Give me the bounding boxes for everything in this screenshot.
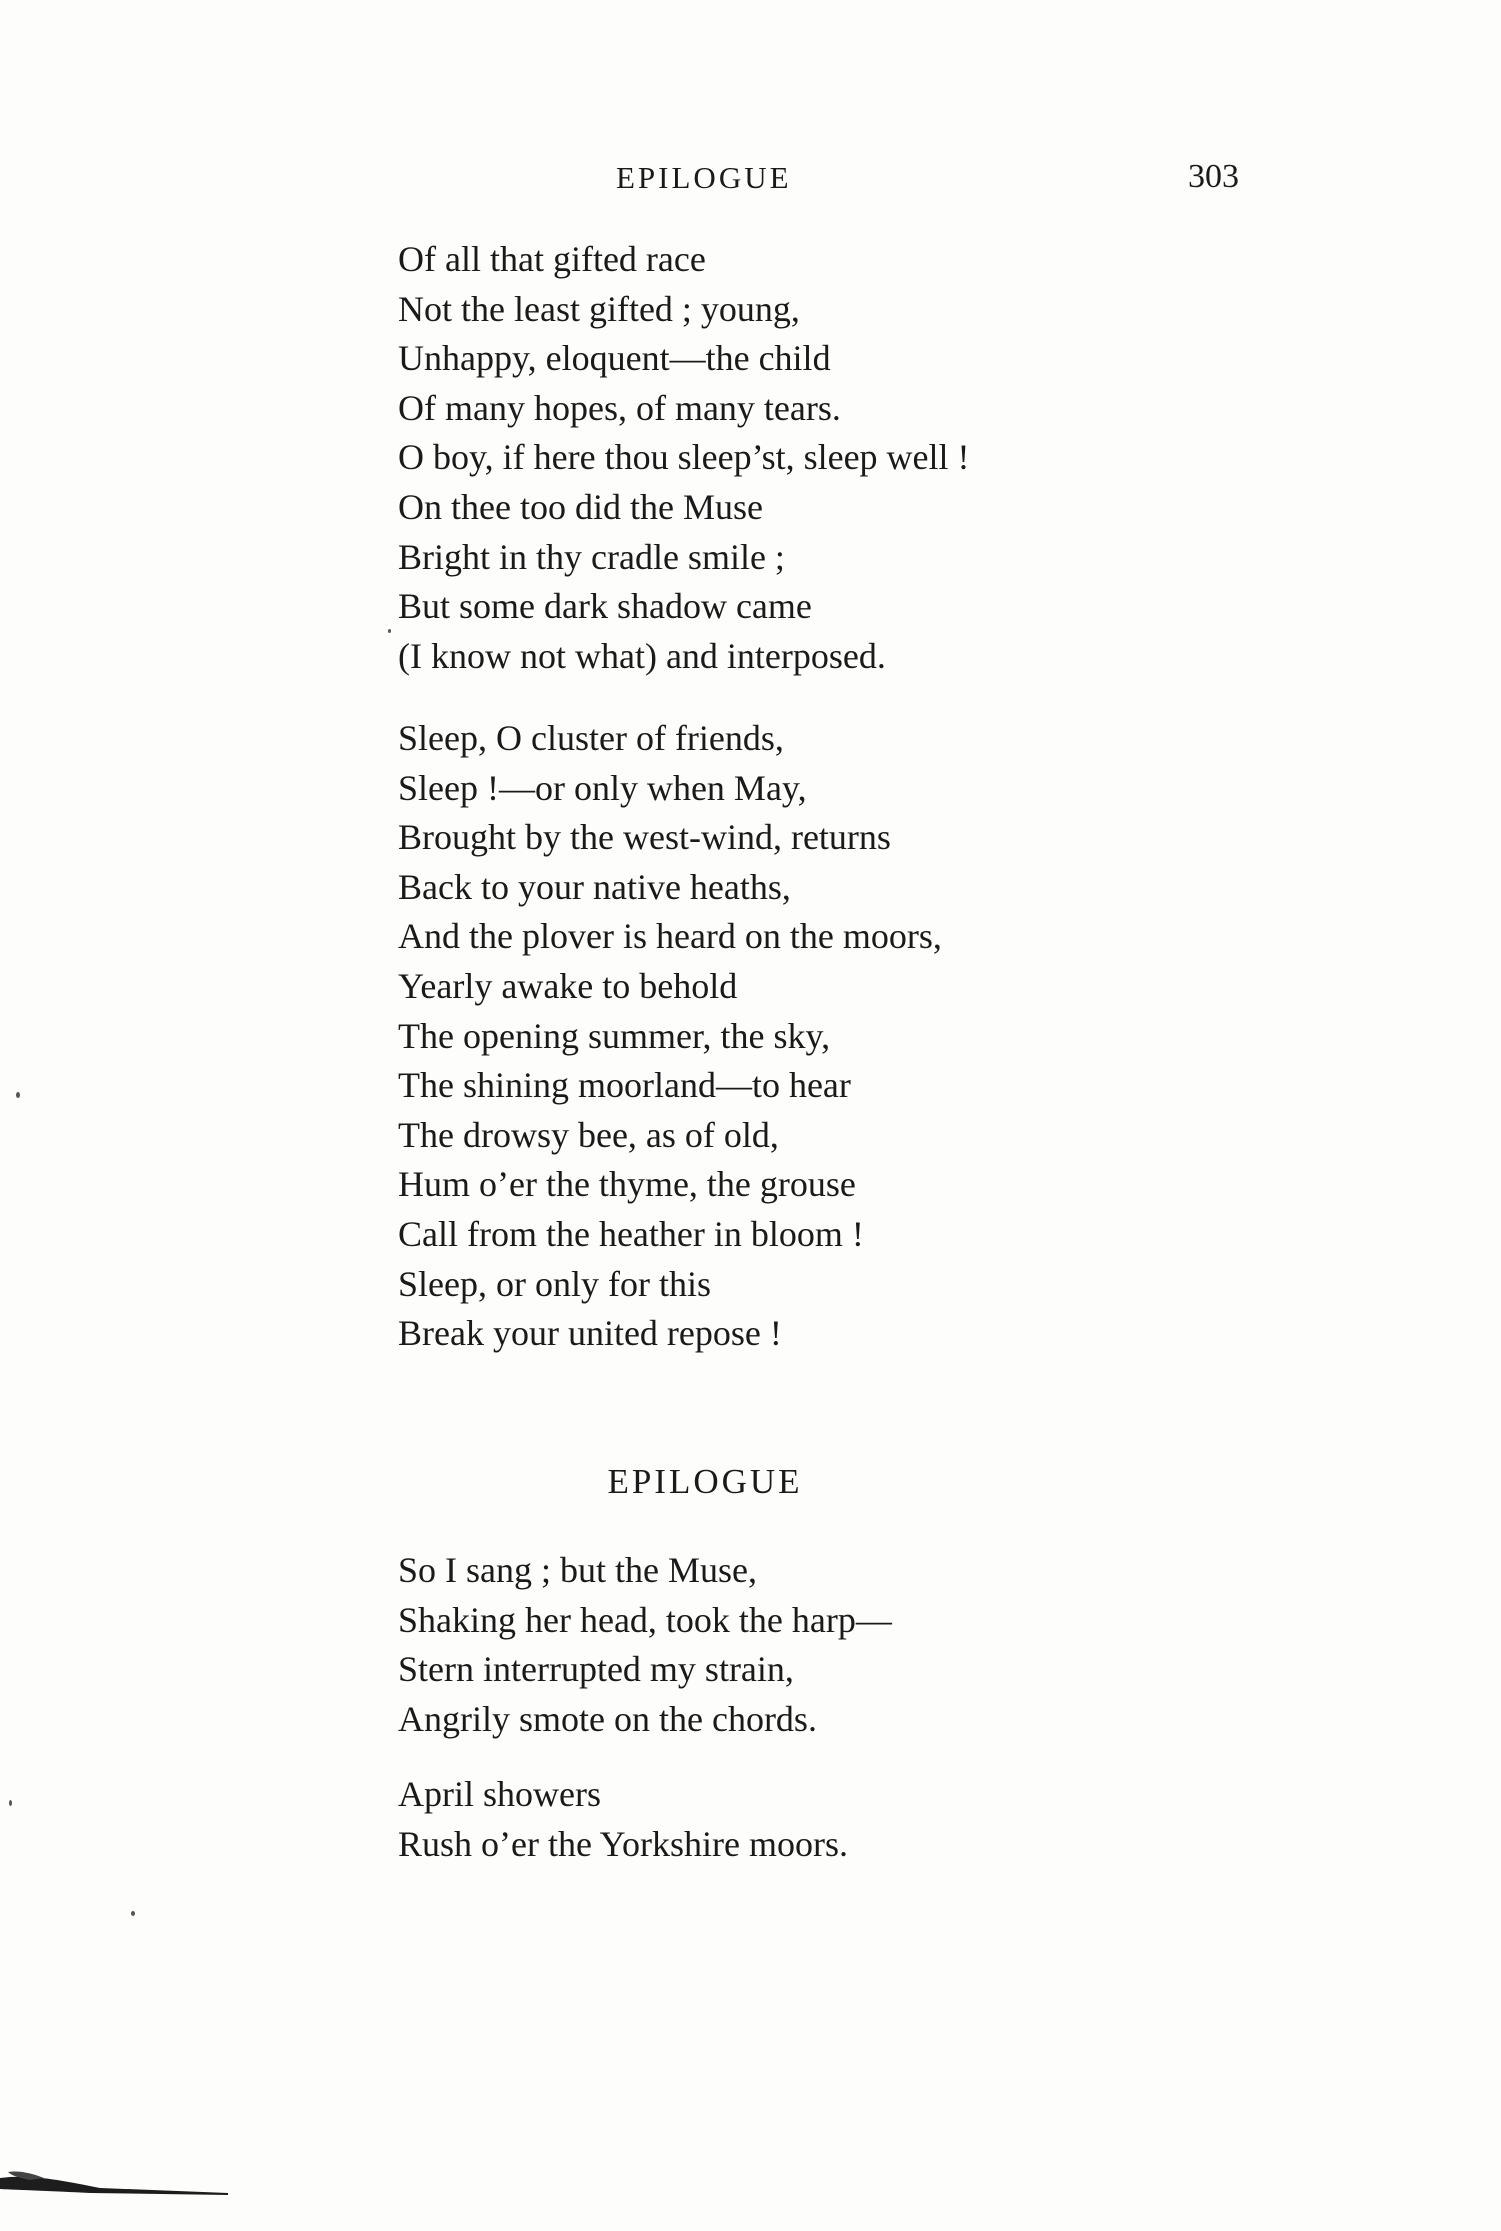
verse-line: O boy, if here thou sleep’st, sleep well ! <box>398 437 970 478</box>
verse-line: The opening summer, the sky, <box>398 1015 831 1056</box>
running-title: EPILOGUE <box>616 160 792 195</box>
verse-line: Back to your native heaths, <box>398 866 791 907</box>
verse-line: Stern interrupted my strain, <box>398 1649 794 1690</box>
verse-line: Sleep !—or only when May, <box>398 767 807 808</box>
page-number: 303 <box>1188 158 1239 195</box>
verse-line: Not the least gifted ; young, <box>398 288 800 329</box>
scan-speck <box>16 1092 20 1098</box>
verse-line: Of many hopes, of many tears. <box>398 387 841 428</box>
verse-line: Sleep, or only for this <box>398 1263 711 1304</box>
verse-line: Angrily smote on the chords. <box>398 1698 817 1739</box>
verse-line: So I sang ; but the Muse, <box>398 1550 757 1590</box>
verse-line: Break your united repose ! <box>398 1313 782 1354</box>
scan-speck <box>9 1800 12 1806</box>
verse-line: (I know not what) and interposed. <box>398 635 886 676</box>
section-title-text: EPILOGUE <box>607 1462 803 1501</box>
scan-edge-artifact <box>0 2160 230 2200</box>
epilogue-stanza-2 <box>398 1770 848 1869</box>
stanza-2 <box>398 714 942 1359</box>
verse-line: April showers <box>398 1774 601 1814</box>
verse-line: Brought by the west-wind, returns <box>398 817 891 858</box>
verse-line: But some dark shadow came <box>398 586 812 627</box>
epilogue-stanza-1 <box>398 1546 892 1744</box>
section-title <box>0 1462 1410 1502</box>
verse-line: Of all that gifted race <box>398 239 706 279</box>
scan-speck <box>131 1911 135 1916</box>
verse-line: Unhappy, eloquent—the child <box>398 338 831 379</box>
verse-line: Rush o’er the Yorkshire moors. <box>398 1823 848 1864</box>
scan-speck <box>388 629 391 633</box>
verse-line: Shaking her head, took the harp— <box>398 1599 892 1640</box>
verse-line: The drowsy bee, as of old, <box>398 1114 779 1155</box>
verse-line: On thee too did the Muse <box>398 486 763 527</box>
verse-line: Yearly awake to behold <box>398 965 738 1006</box>
running-head <box>0 160 1410 200</box>
verse-line: Call from the heather in bloom ! <box>398 1213 864 1254</box>
verse-line: Hum o’er the thyme, the grouse <box>398 1164 856 1205</box>
verse-line: Bright in thy cradle smile ; <box>398 536 785 577</box>
verse-line: The shining moorland—to hear <box>398 1065 851 1106</box>
stanza-1 <box>398 235 970 681</box>
verse-line: Sleep, O cluster of friends, <box>398 718 784 758</box>
verse-line: And the plover is heard on the moors, <box>398 916 942 957</box>
